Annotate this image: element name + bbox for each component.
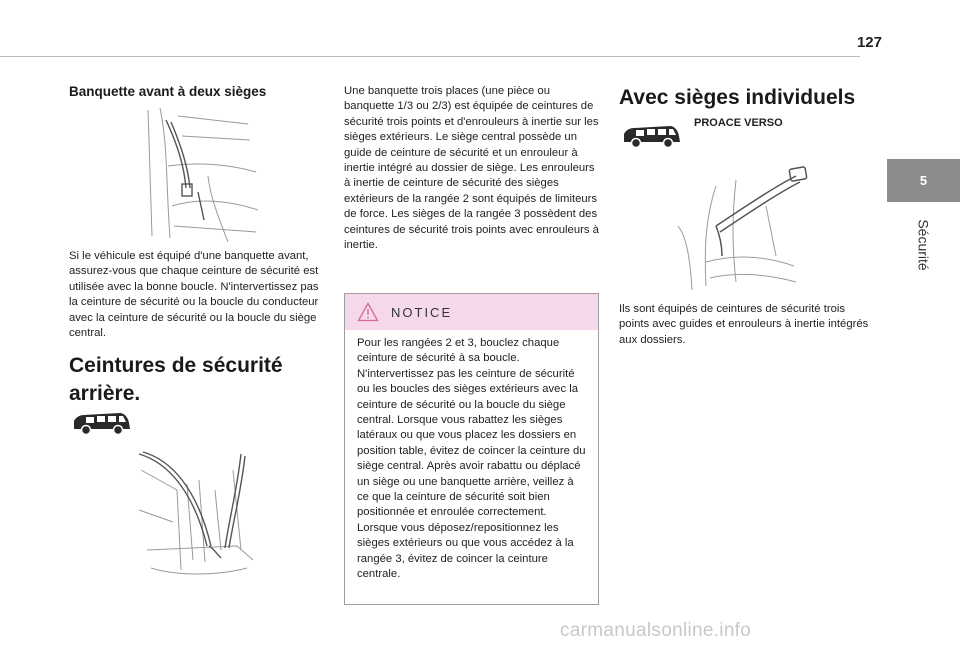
column-middle [344, 84, 601, 253]
notice-text: Pour les rangées 2 et 3, bouclez chaque ceinture de sécurité à sa boucle. N'intervertissez pas les ceinture de sécurité ou les boucles des sièges extérieurs avec la ceinture de sécurité ou la boucle du siège central. Lorsque vous rabattez les sièges latéraux ou que vous placez les dossiers en position table, évitez de coincer la ceinture du siège central. Après avoir rabattu ou déplacé un siège ou une banquette arrière, veillez à ce que la ceinture de sécurité soit bien positionnée et enroulée correctement. Lorsque vous déposez/repositionnez les sièges extérieurs ou que vous accédez à la rangée 3, évitez de coincer la ceinture centrale. [357, 337, 586, 581]
rear-belts-heading-block [69, 352, 325, 408]
chapter-tab[interactable] [887, 159, 960, 202]
chapter-label-text: Sécurité [915, 219, 932, 271]
notice-body [345, 330, 598, 583]
individual-seat-belt-illustration [676, 166, 808, 294]
chapter-number: 5 [919, 173, 928, 188]
heading-rear-belts-line2: arrière. [69, 382, 141, 405]
rear-bench-belt-illustration [137, 450, 257, 588]
van-icon-proace [620, 120, 682, 152]
front-bench-text-block [69, 249, 325, 341]
individual-text-block [619, 302, 869, 348]
top-rule [0, 56, 860, 57]
column-right [619, 84, 869, 112]
front-bench-belt-illustration [138, 106, 260, 246]
page-number: 127 [856, 34, 882, 51]
chapter-label [887, 210, 960, 280]
warning-triangle-icon [357, 302, 379, 322]
para-bench: Une banquette trois places (une pièce ou banquette 1/3 ou 2/3) est équipée de ceintures de sécurité trois points et d'enrouleurs à inertie sur les sièges extérieurs. Le siège central possède un guide de ceinture de sécurité et un enrouleur à inertie intégré au dossier de siège. Les enrouleurs à inertie de ceinture de sécurité des sièges extérieurs de la rangée 2 sont équipés de limiteurs de force. Les sièges de la rangée 3 possèdent des ceintures de sécurité trois points avec enrouleurs à inertie. [344, 85, 599, 252]
watermark: carmanualsonline.info [560, 620, 752, 641]
heading-front-bench: Banquette avant à deux sièges [69, 84, 267, 99]
notice-box [344, 293, 599, 605]
heading-individual-seats: Avec sièges individuels [619, 86, 856, 109]
van-model-label: PROACE VERSO [694, 117, 783, 129]
para-front-bench: Si le véhicule est équipé d'une banquette avant, assurez-vous que chaque ceinture de sécurité est utilisée avec la bonne boucle. N'intervertissez pas la ceinture de sécurité ou la boucle du conducteur avec la ceinture de sécurité ou la boucle du siège central. [69, 250, 319, 340]
column-left [69, 84, 321, 99]
para-individual: Ils sont équipés de ceintures de sécurité trois points avec guides et enrouleurs à inertie intégrés aux dossiers. [619, 303, 869, 346]
van-icon [70, 407, 132, 439]
notice-header [345, 294, 598, 330]
heading-rear-belts-line1: Ceintures de sécurité [69, 354, 283, 377]
notice-title: NOTICE [391, 304, 453, 320]
